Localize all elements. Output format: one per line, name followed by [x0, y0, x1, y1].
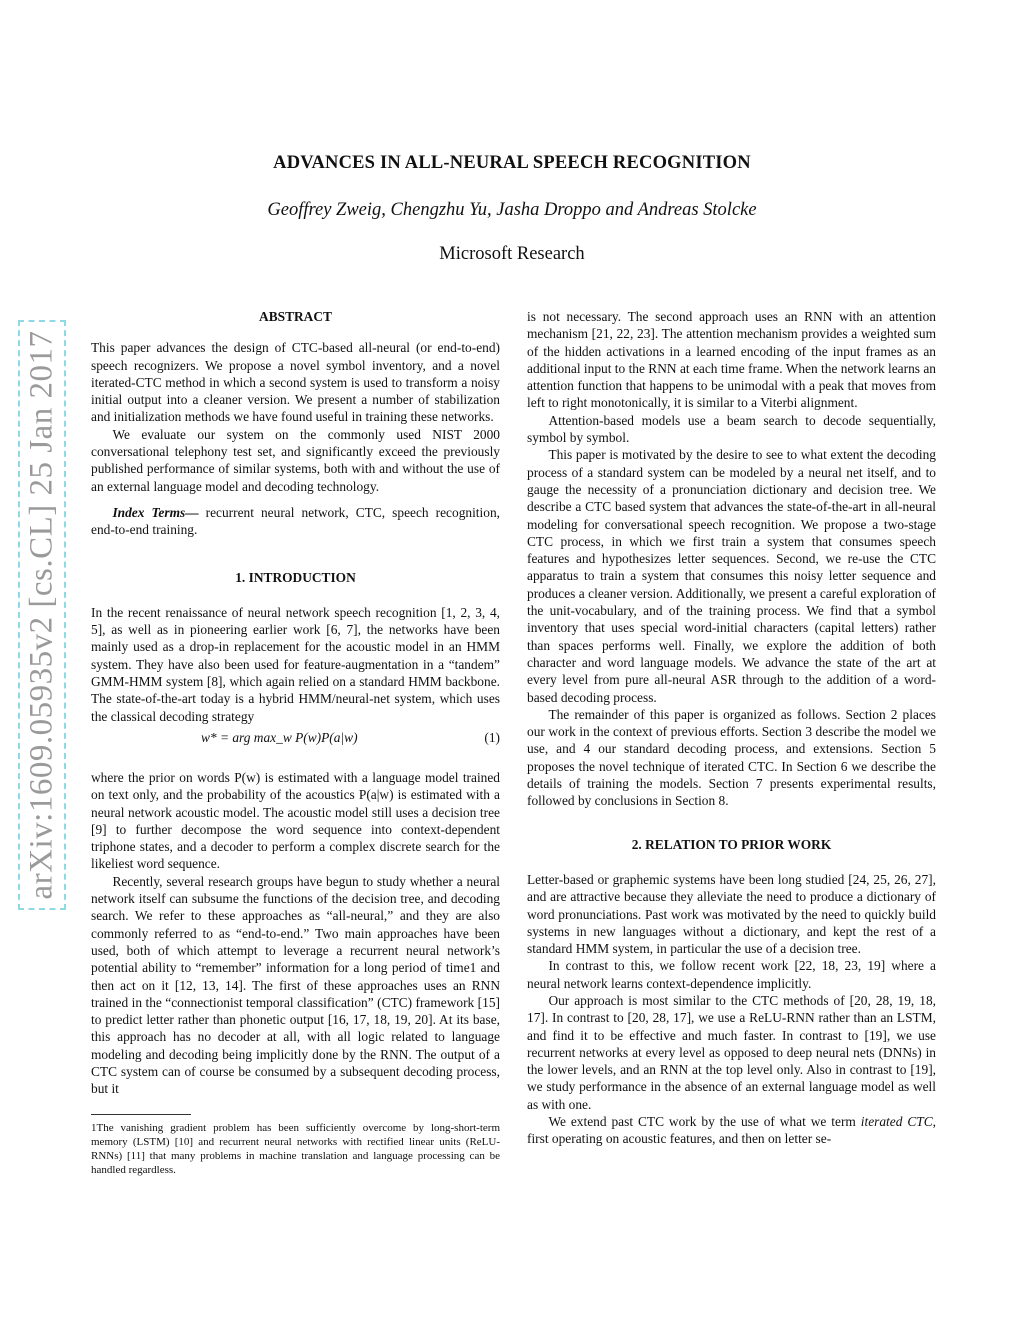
equation-number: (1) [484, 729, 500, 745]
footnote-rule [91, 1114, 191, 1115]
intro-paragraph: Recently, several research groups have begun to study whether a neural network itself can subsume the functions of the decision tree, and decoding search. We refer to these approaches as “all-neural,” and they are also commonly referred to as “end-to-end.” Two main approaches have been used, both of which attempt to leverage a recurrent neural network’s potential ability to “remember” information for a long period of time1 and then act on it [12, 13, 14]. The first of these approaches uses an RNN trained in the “connectionist temporal classification” (CTC) framework [15] to predict letter rather than phonetic output [16, 17, 18, 19, 20]. At its base, this approach has no decoder at all, with all logic related to language modeling and decoding being implicitly done by the RNN. The output of a CTC system can of course be consumed by a subsequent decoding process, but it [91, 873, 500, 1097]
index-terms-list: recurrent neural network, CTC, speech recognition, end-to-end training. [91, 504, 500, 538]
section-heading-introduction: 1. INTRODUCTION [235, 569, 356, 585]
body-paragraph: Attention-based models use a beam search to decode sequentially, symbol by symbol. [527, 412, 936, 446]
equation-1 [91, 729, 500, 759]
arxiv-stamp [18, 320, 66, 910]
paper-title: ADVANCES IN ALL-NEURAL SPEECH RECOGNITION [273, 153, 751, 173]
body-text: , first operating on acoustic features, and then on letter se- [527, 1114, 936, 1147]
intro-paragraph: where the prior on words P(w) is estimated with a language model trained on text only, and the probability of the acoustics P(a|w) is estimated with a neural network acoustic model. The acoustic model still uses a decision tree [9] to further decompose the word sequence into context-dependent triphone states, and a decoder to perform a complex discrete search for the likeliest word sequence. [91, 769, 500, 872]
body-paragraph: Our approach is most similar to the CTC methods of [20, 28, 19, 18, 17]. In contrast to [20, 28, 17], we use a ReLU-RNN rather than an LSTM, and find it to be effective and much faster. In contrast to [19], we use recurrent networks at every level as opposed to deep neural nets (DNNs) in the lower levels, and an RNN at the top level only. Also in contrast to [19], we study performance in the absence of an external language model as well as with one. [527, 992, 936, 1112]
body-text: We extend past CTC work by the use of what we term [548, 1114, 861, 1130]
body-paragraph [527, 1113, 936, 1148]
index-terms [91, 504, 500, 539]
term-iterated-ctc: iterated CTC [860, 1114, 933, 1130]
abstract-paragraph: This paper advances the design of CTC-based all-neural (or end-to-end) speech recognizers. We propose a novel symbol inventory, and a novel iterated-CTC method in which a second system is used to transform a noisy initial output into a cleaner version. We present a number of stabilization and initialization methods we have found useful in training these networks. [91, 340, 500, 425]
abstract-paragraph: We evaluate our system on the commonly used NIST 2000 conversational telephony test set, and significantly exceed the previously published performance of similar systems, both with and without the use of an external language model and decoding technology. [91, 426, 500, 494]
right-column [527, 308, 936, 1148]
equation-body: w* = arg max_w P(w)P(a|w) [201, 729, 358, 745]
index-terms-label: Index Terms— [112, 504, 199, 520]
left-column [91, 308, 500, 1177]
abstract-heading: ABSTRACT [259, 309, 332, 324]
body-paragraph: The remainder of this paper is organized as follows. Section 2 places our work in the context of previous efforts. Section 3 describe the model we use, and 4 our standard decoding process, and extensions. Section 5 proposes the novel technique of iterated CTC. In Section 6 we describe the details of training the models. Section 7 presents experimental results, followed by conclusions in Section 8. [527, 706, 936, 809]
body-paragraph: In contrast to this, we follow recent work [22, 18, 23, 19] where a neural network learns context-dependence implicitly. [527, 958, 936, 991]
intro-paragraph: In the recent renaissance of neural network speech recognition [1, 2, 3, 4, 5], as well as in pioneering earlier work [6, 7], the networks have been mainly used as a drop-in replacement for the acoustic model in an HMM system. They have also been used for feature-augmentation in a “tandem” GMM-HMM system [8], which again relied on a standard HMM backbone. The state-of-the-art today is a hybrid HMM/neural-net system, which uses the classical decoding strategy [91, 604, 500, 724]
paper-affiliation: Microsoft Research [439, 244, 585, 264]
arxiv-stamp-text: arXiv:1609.05935v2 [cs.CL] 25 Jan 2017 [23, 330, 60, 900]
body-paragraph: This paper is motivated by the desire to see to what extent the decoding process of a standard system can be modeled by a neural net itself, and to gauge the necessity of a pronunciation dictionary and decision tree. We describe a CTC based system that advances the state-of-the-art in all-neural modeling for conversational speech recognition. We propose a two-stage CTC process, in which we first train a system that consumes speech features and hypothesizes letter sequences. Second, we re-use the CTC apparatus to train a system that consumes this noisy letter sequence and produces a cleaner version. Additionally, we present a careful exploration of the unit-vocabulary, and of the training process. We find that a symbol inventory that uses special word-initial characters (capital letters) rather than spaces performs well. Finally, we explore the addition of both character and word language models. We advance the state of the art at every level from pure all-neural ASR through to the addition of a word-based decoding process. [527, 447, 936, 705]
section-heading-related-work: 2. RELATION TO PRIOR WORK [631, 836, 832, 852]
footnote: 1The vanishing gradient problem has been sufficiently overcome by long-short-term memory (LSTM) [10] and recurrent neural networks with rectified linear units (ReLU-RNNs) [11] that many problems in machine translation and language processing can be handled regardless. [91, 1121, 500, 1176]
body-paragraph: Letter-based or graphemic systems have been long studied [24, 25, 26, 27], and are attractive because they alleviate the need to produce a dictionary of word pronunciations. Past work was motivated by the need to quickly build systems in new languages without a dictionary, and kept the rest of a standard HMM system, in particular the use of a decision tree. [527, 871, 936, 957]
paper-authors: Geoffrey Zweig, Chengzhu Yu, Jasha Droppo and Andreas Stolcke [267, 200, 757, 220]
body-paragraph: is not necessary. The second approach uses an RNN with an attention mechanism [21, 22, 23]. The attention mechanism provides a weighted sum of the hidden activations in a learned encoding of the input frames as an additional input to the RNN at each time frame. When the network learns an attention function that happens to be unimodal with a peak that moves from left to right monotonically, it is similar to a Viterbi alignment. [527, 309, 936, 411]
